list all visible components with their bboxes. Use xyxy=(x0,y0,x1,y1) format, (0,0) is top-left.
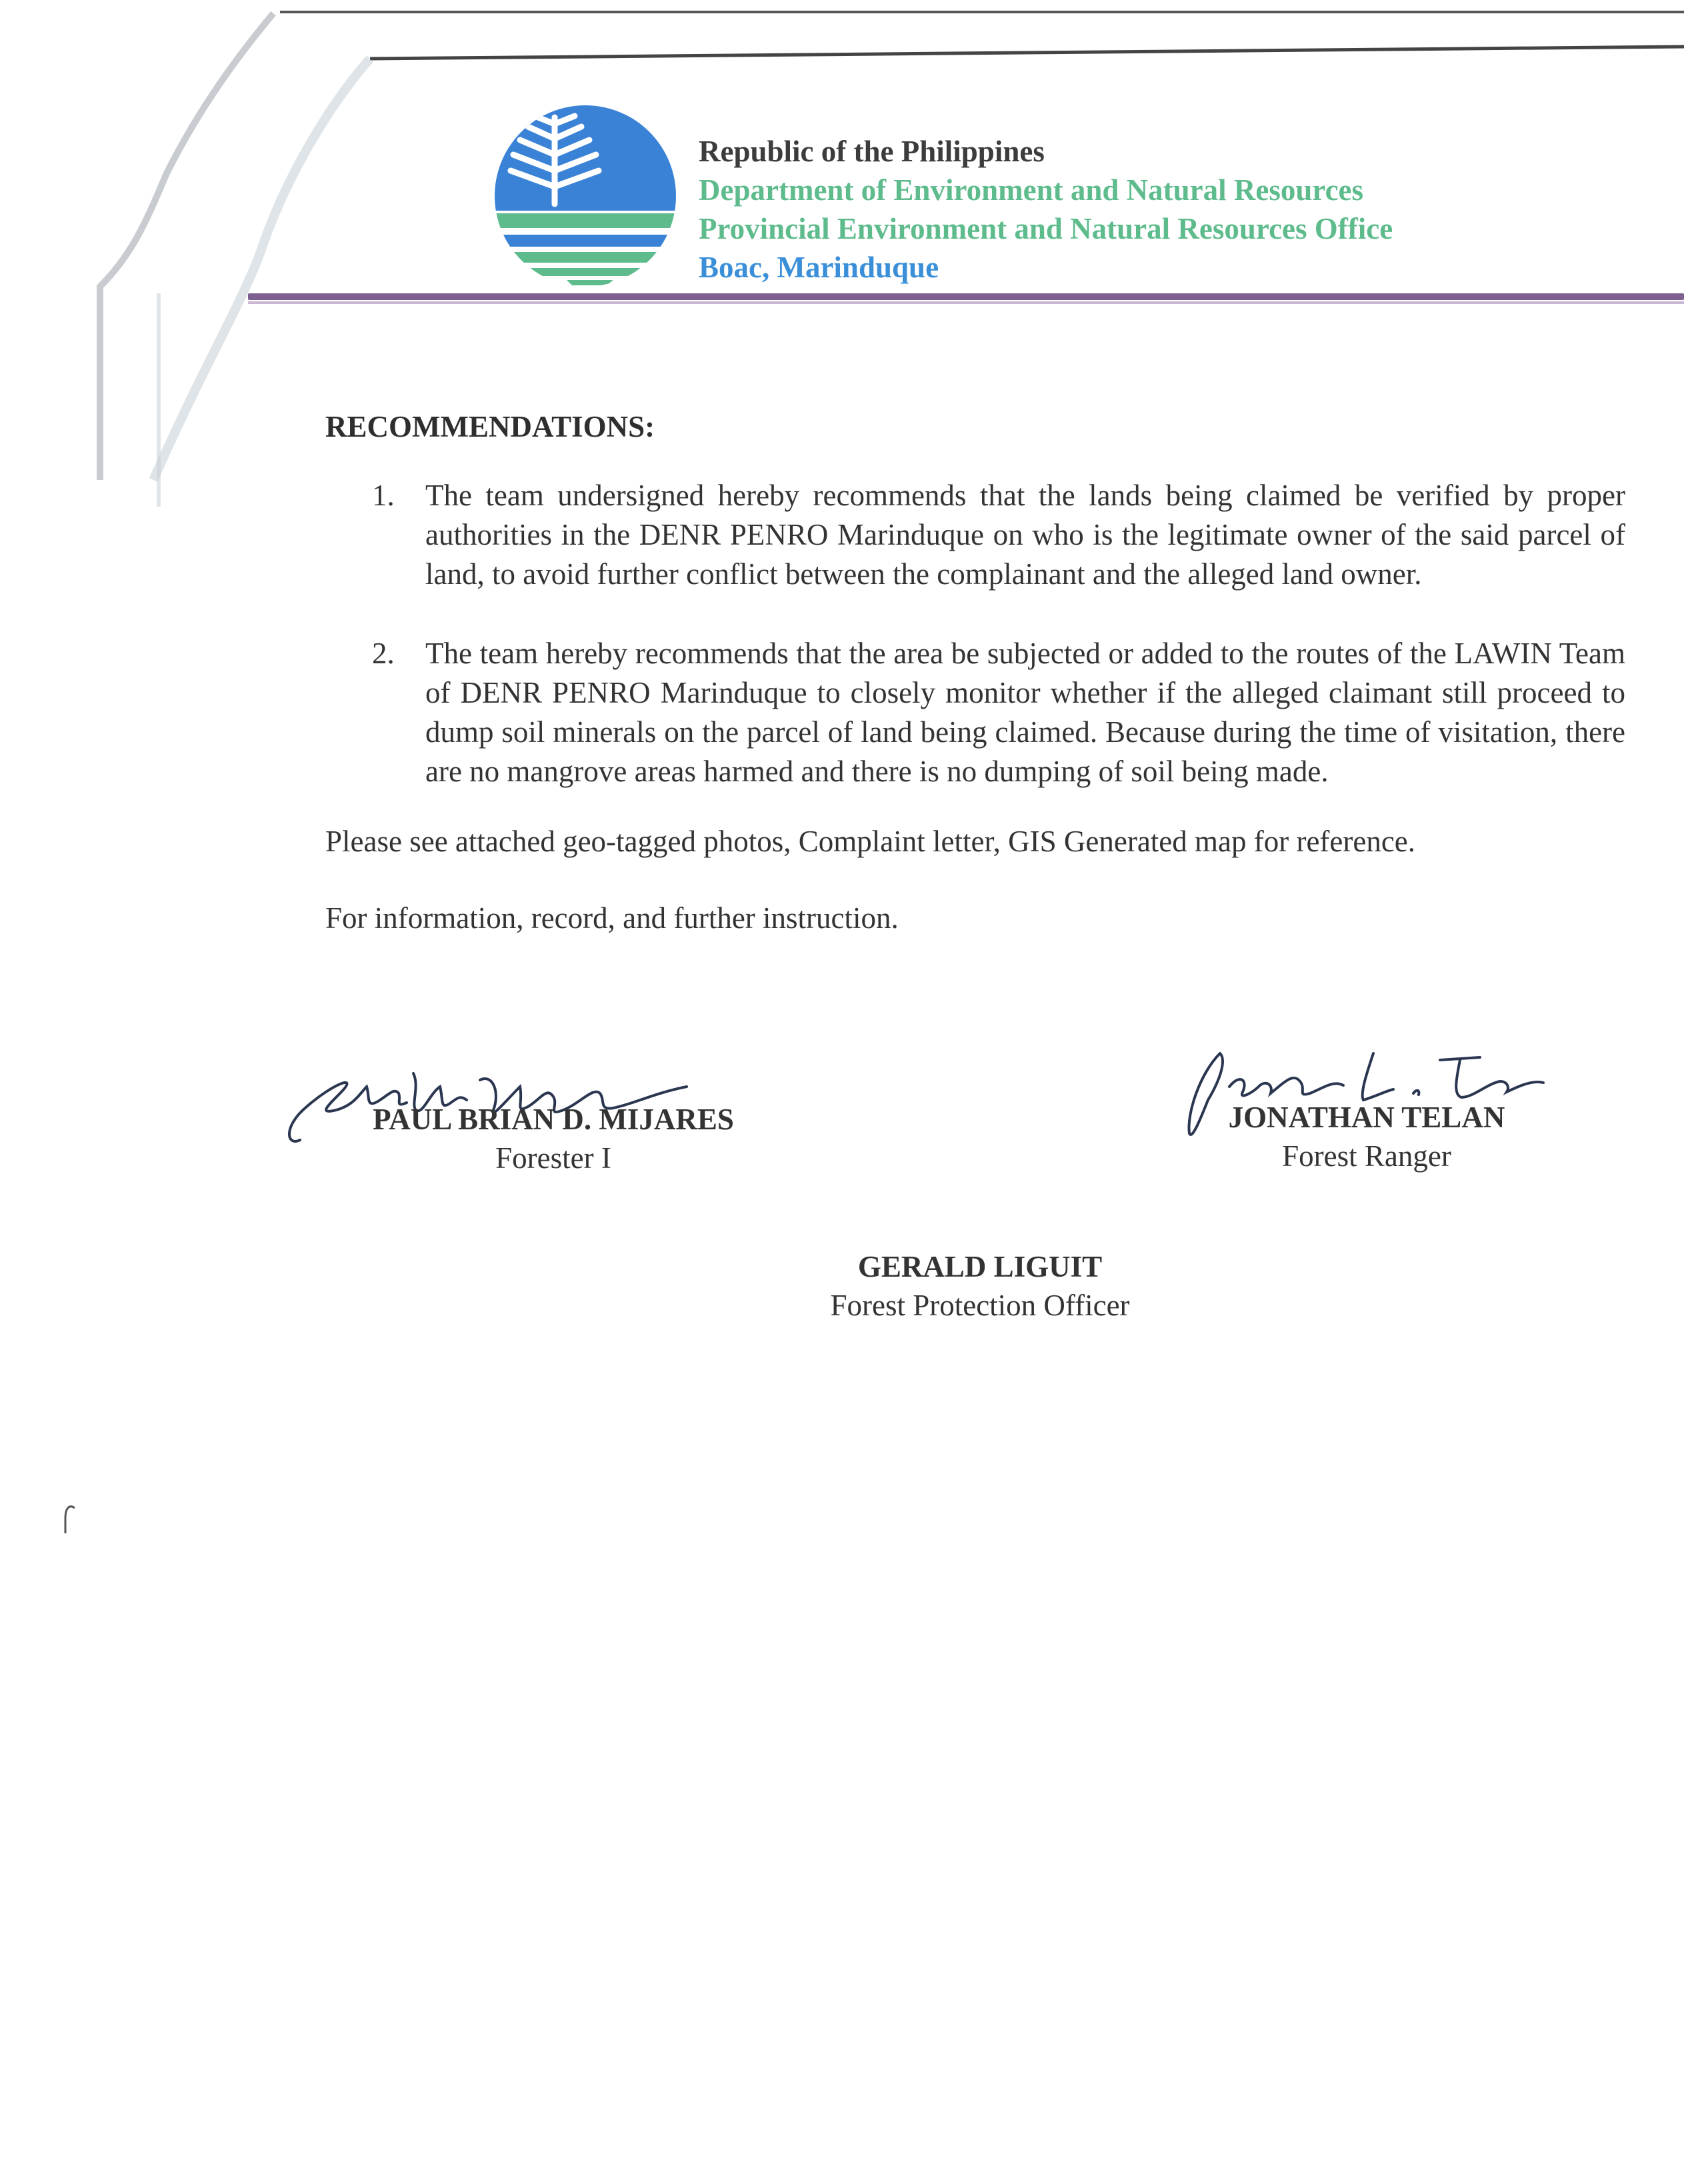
signatory-title: Forester I xyxy=(495,1141,611,1175)
recommendation-text: The team undersigned hereby recommends that the lands being claimed be verified by proper authorities in the DENR PENRO Marinduque on who is the legitimate owner of the said parcel of land, to avoid further conflict between the complainant and the alleged land owner. xyxy=(425,479,1625,591)
signatory-title: Forest Ranger xyxy=(1282,1139,1451,1173)
signatory-name: JONATHAN TELAN xyxy=(1228,1101,1505,1134)
denr-logo-icon xyxy=(493,104,677,288)
letterhead xyxy=(0,0,1684,313)
location-line: Boac, Marinduque xyxy=(699,251,939,284)
recommendations-list xyxy=(325,476,1625,791)
header-divider xyxy=(248,293,1684,300)
signatory-telan xyxy=(1173,1098,1560,1175)
recommendation-item xyxy=(325,634,1625,791)
department-line: Department of Environment and Natural Resources xyxy=(699,173,1364,207)
office-line: Provincial Environment and Natural Resources Office xyxy=(699,212,1393,245)
attachments-paragraph: Please see attached geo-tagged photos, Complaint letter, GIS Generated map for reference. xyxy=(325,825,1416,858)
recommendation-item xyxy=(325,476,1625,594)
signatory-title: Forest Protection Officer xyxy=(830,1289,1130,1322)
republic-line: Republic of the Philippines xyxy=(699,135,1045,168)
recommendation-number: 1. xyxy=(372,479,395,512)
closing-paragraph: For information, record, and further instruction. xyxy=(325,901,899,935)
signatory-name: PAUL BRIAN D. MIJARES xyxy=(373,1103,734,1136)
recommendation-number: 2. xyxy=(372,637,395,670)
agency-name-block xyxy=(699,132,1565,287)
signatory-name: GERALD LIGUIT xyxy=(857,1250,1103,1283)
recommendations-heading: RECOMMENDATIONS: xyxy=(325,410,655,443)
letter-body xyxy=(325,407,1625,938)
signatory-mijares xyxy=(320,1100,787,1177)
header-divider-shadow xyxy=(248,301,1684,304)
recommendation-text: The team hereby recommends that the area be subjected or added to the routes of the LAWIN Team of DENR PENRO Marinduque to closely monitor whether if the alleged claimant still proceed to dump soil minerals on the parcel of land being claimed. Because during the time of visitation, there are no mangrove areas harmed and there is no dumping of soil being made. xyxy=(425,637,1625,788)
signatory-liguit xyxy=(760,1247,1200,1325)
